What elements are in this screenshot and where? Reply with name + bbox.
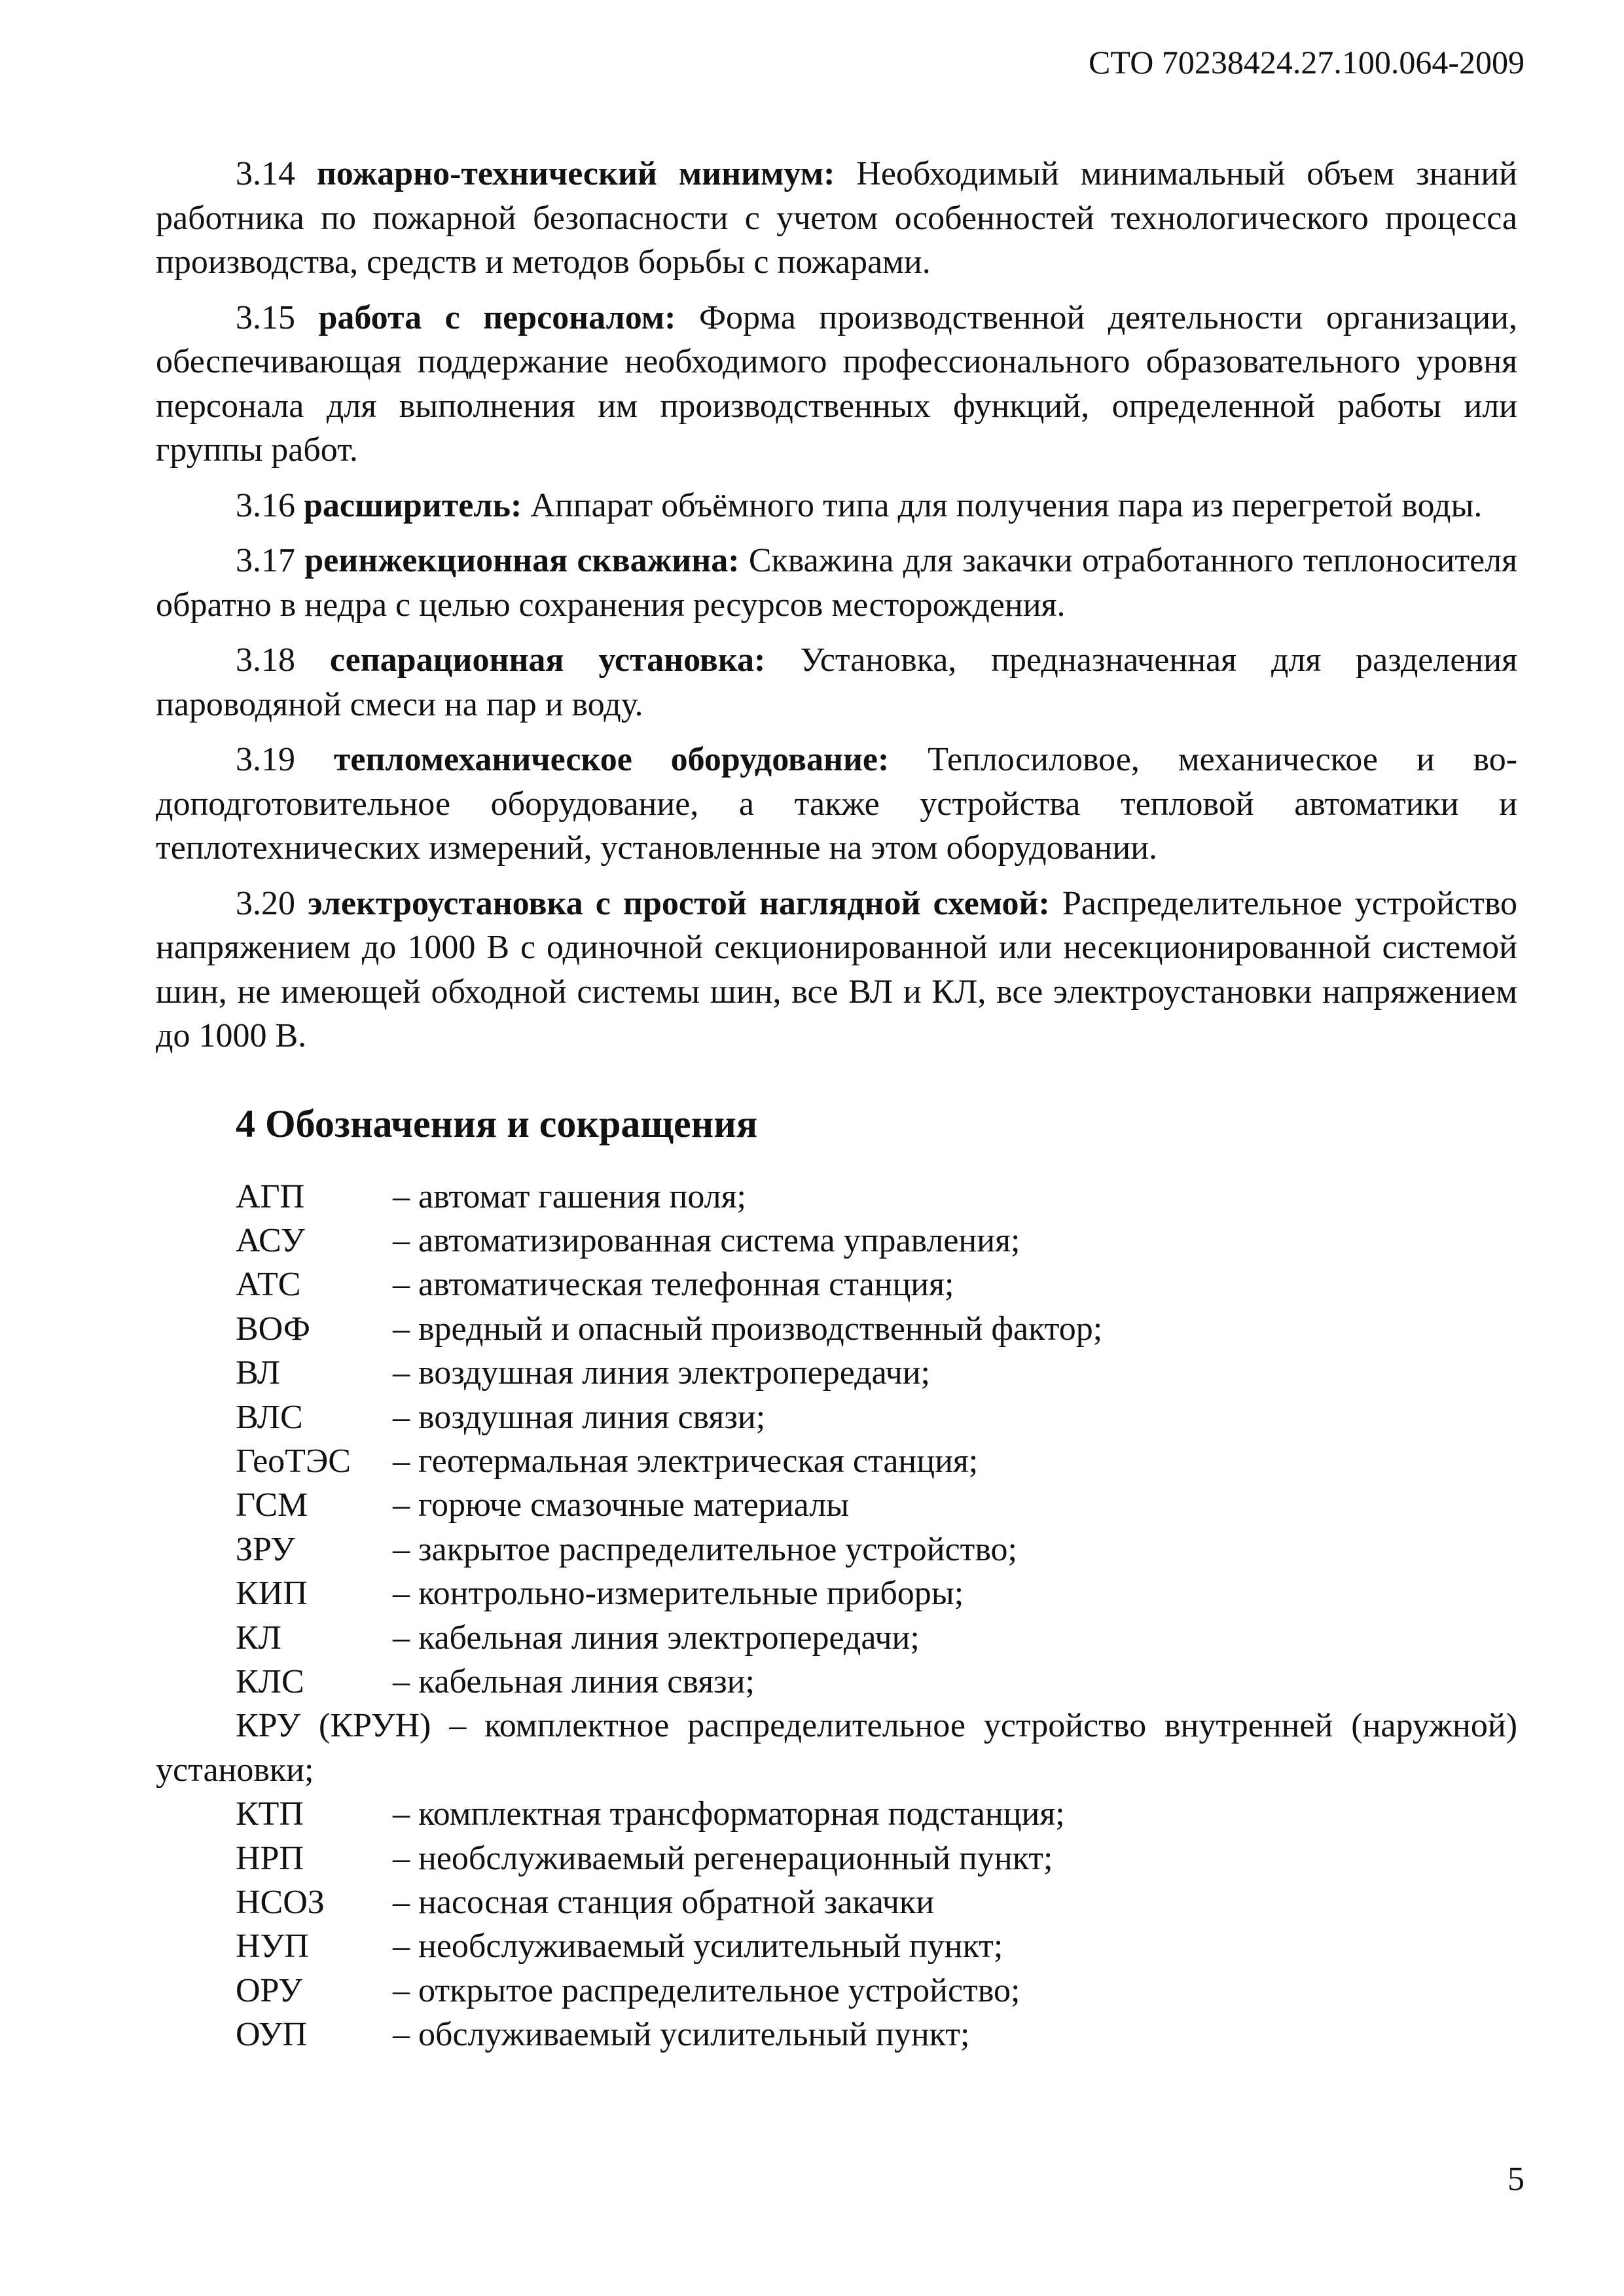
abbreviation-code: НРП [236,1839,304,1877]
abbreviation-row [156,1528,1517,1571]
term-3-16 [156,484,1517,528]
abbreviation-code: КТП [236,1795,304,1833]
abbreviation-row [156,1483,1517,1527]
abbreviation-row [156,1571,1517,1615]
abbreviation-code: ВОФ [236,1310,310,1348]
abbreviation-code: ЗРУ [236,1530,295,1568]
abbreviation-code: ГСМ [236,1486,308,1524]
abbreviation-row-long [156,1704,1517,1792]
term-number: 3.15 [236,298,295,336]
term-3-15 [156,296,1517,473]
document-code: СТО 70238424.27.100.064-2009 [1089,44,1525,81]
term-definition: Форма производственной деятельности организации, обеспечивающая поддержание необходимого профессионального образовательного уровня персонала для выполнения им производственных функций, определенной работы или группы работ. [156,298,1517,469]
abbreviation-description: – горюче смазочные материалы [393,1486,850,1524]
abbreviation-description: – насосная станция обратной закачки [393,1884,935,1921]
abbreviation-row [156,1837,1517,1880]
term-3-17 [156,539,1517,627]
abbreviation-code: АСУ [236,1221,305,1259]
abbreviation-row [156,1439,1517,1483]
term-number: 3.16 [236,486,295,524]
term-name: пожарно-технический минимум: [316,155,835,192]
abbreviation-description: – комплектное распределительное устройство внутренней (наружной) установки; [156,1707,1518,1789]
abbreviation-code: НУП [236,1928,309,1965]
term-definition: Установка, предназначенная для разделения пароводяной смеси на пар и воду. [156,641,1517,723]
abbreviation-description: – вредный и опасный производственный фактор; [393,1310,1103,1348]
abbreviation-description: – автоматизированная система управления; [393,1221,1020,1259]
page-content [156,152,1517,2057]
abbreviation-description: – воздушная линия связи; [393,1398,766,1436]
abbreviation-description: – контрольно-измерительные приборы; [393,1575,964,1613]
abbreviation-code: КИП [236,1575,308,1613]
page-number: 5 [1507,2161,1525,2198]
abbreviation-code: КЛС [236,1662,304,1700]
abbreviation-code: ОРУ [236,1971,302,2009]
abbreviation-description: – необслуживаемый усилительный пункт; [393,1928,1003,1965]
abbreviation-row [156,1660,1517,1704]
abbreviation-description: – обслуживаемый усилительный пункт; [393,2016,970,2054]
abbreviation-description: – закрытое распределительное устройство; [393,1530,1018,1568]
abbreviation-row [156,1307,1517,1351]
term-definition: Необходимый минимальный объем знаний работника по пожарной безопасности с учетом особенностей технологического процесса производства, средств и методов борьбы с пожарами. [156,155,1518,281]
term-name: электроустановка с простой наглядной схемой: [308,884,1050,922]
term-name: тепломеханическое оборудование: [333,741,890,778]
abbreviation-code: ВЛС [236,1398,303,1436]
term-definition: Распределительное устройство напряжением до 1000 В с одиночной секционированной или несекционированной системой шин, не имеющей обходной системы шин, все ВЛ и КЛ, все электроустановки напряжением до 1000 В. [156,884,1518,1054]
abbreviation-code: КРУ (КРУН) [236,1707,431,1745]
abbreviation-description: – автоматическая телефонная станция; [393,1266,954,1304]
term-number: 3.19 [236,741,295,778]
abbreviation-list [156,1175,1517,2057]
abbreviation-description: – кабельная линия связи; [393,1662,755,1700]
abbreviation-row [156,1924,1517,1968]
term-name: реинжекционная скважина: [304,542,740,579]
term-name: работа с персоналом: [318,298,676,336]
term-number: 3.17 [236,542,295,579]
term-name: сепарационная установка: [329,641,766,679]
abbreviation-code: АТС [236,1266,301,1304]
abbreviation-code: КЛ [236,1619,281,1657]
abbreviation-code: ГеоТЭС [236,1442,351,1480]
abbreviation-description: – открытое распределительное устройство; [393,1971,1020,2009]
term-3-14 [156,152,1517,285]
section-heading: 4 Обозначения и сокращения [236,1102,758,1145]
term-definition: Теплосиловое, механическое и водоподготовительное оборудование, а также устройства тепловой автоматики и теплотехнических измерений, установленные на этом оборудовании. [156,741,1518,867]
abbreviation-row [156,1263,1517,1306]
term-3-19 [156,738,1517,870]
abbreviation-row [156,1395,1517,1439]
term-definition: Аппарат объёмного типа для получения пара из перегретой воды. [530,486,1483,524]
abbreviation-row [156,1616,1517,1660]
abbreviation-description: – комплектная трансформаторная подстанция; [393,1795,1065,1833]
abbreviation-code: НСОЗ [236,1884,325,1921]
abbreviation-code: ОУП [236,2016,308,2054]
abbreviation-code: ВЛ [236,1354,280,1392]
abbreviation-row [156,1351,1517,1395]
abbreviation-description: – необслуживаемый регенерационный пункт; [393,1839,1053,1877]
abbreviation-code: АГП [236,1177,305,1215]
term-3-20 [156,882,1517,1058]
term-3-18 [156,638,1517,726]
abbreviation-description: – воздушная линия электропередачи; [393,1354,931,1392]
abbreviation-row [156,2013,1517,2056]
abbreviation-description: – кабельная линия электропередачи; [393,1619,920,1657]
abbreviation-row [156,1880,1517,1924]
abbreviation-row [156,1792,1517,1836]
abbreviation-row [156,1969,1517,2013]
term-name: расширитель: [304,486,522,524]
term-number: 3.18 [236,641,295,679]
abbreviation-description: – автомат гашения поля; [393,1177,746,1215]
term-number: 3.20 [236,884,295,922]
abbreviation-row [156,1219,1517,1263]
abbreviation-description: – геотермальная электрическая станция; [393,1442,979,1480]
term-definition: Скважина для закачки отработанного теплоносителя обратно в недра с целью сохранения ресурсов месторождения. [156,542,1518,624]
term-number: 3.14 [236,155,295,192]
abbreviation-row [156,1175,1517,1219]
